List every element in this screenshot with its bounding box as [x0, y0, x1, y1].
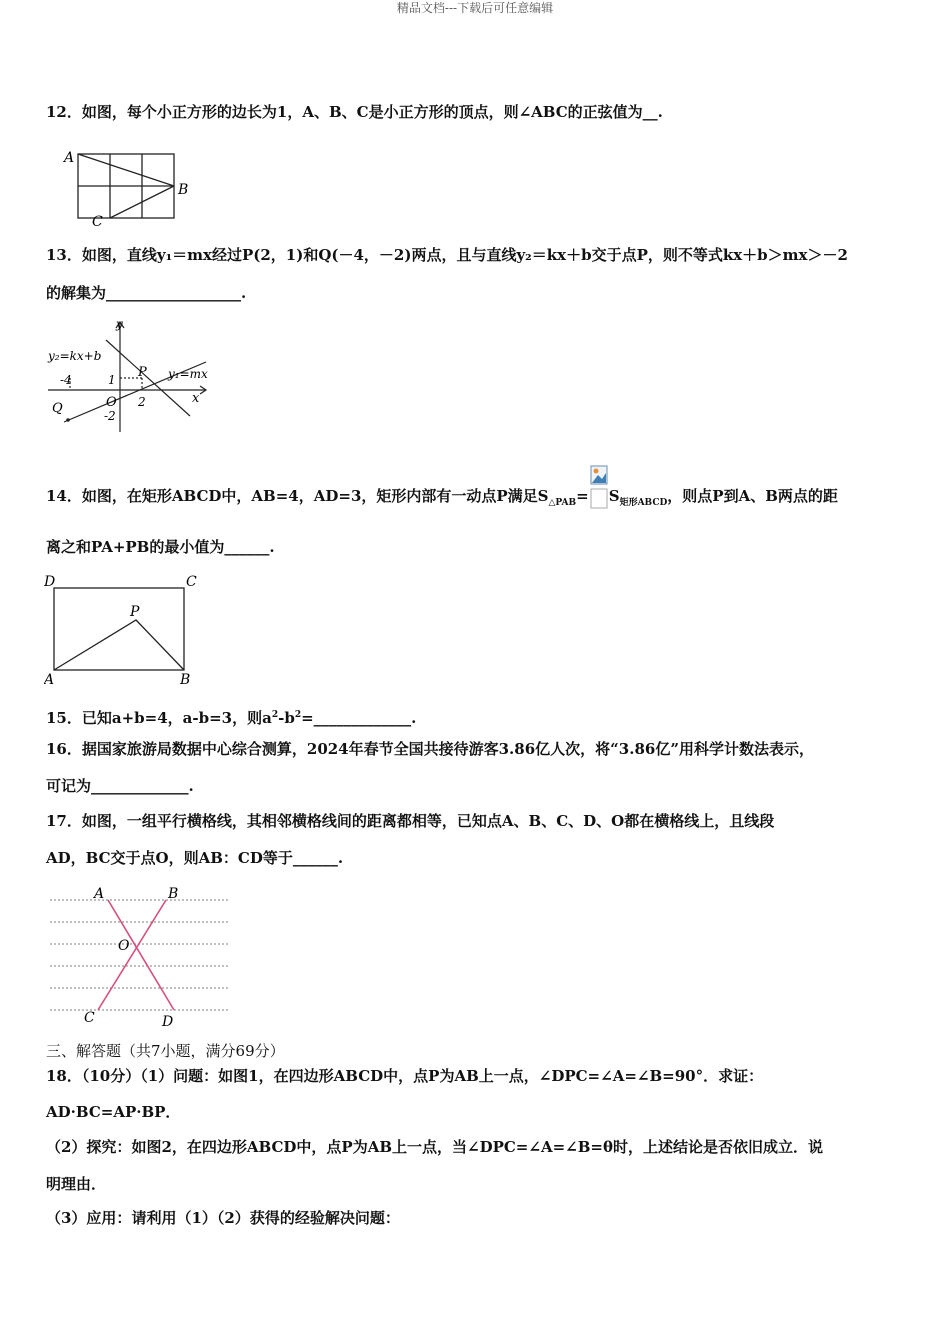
q13-label-y2: y₂=kx+b — [48, 349, 102, 363]
question-13-line1: 13．如图，直线y₁＝mx经过P(2，1)和Q(－4，－2)两点，且与直线y₂＝kx＋b交于点P，则不等式kx＋b＞mx＞－2 — [46, 246, 848, 264]
q17-label-c: C — [84, 1010, 95, 1026]
q13-label-neg4: -4 — [60, 373, 72, 387]
q14-label-a: A — [44, 672, 55, 688]
q12-label-c: C — [92, 214, 103, 230]
question-14-line2: 离之和PA+PB的最小值为______. — [46, 538, 275, 556]
q13-label-p: P — [138, 365, 147, 380]
q14-text-b: ，则点P到A、B两点的距 — [667, 487, 838, 505]
fraction-image-icon — [590, 465, 608, 509]
question-13-line2: 的解集为__________________. — [46, 284, 247, 302]
q17-label-d: D — [162, 1014, 174, 1030]
question-14-line1 — [46, 475, 838, 519]
q14-label-p: P — [130, 604, 140, 620]
q14-figure — [44, 572, 204, 688]
q14-eq: = — [576, 487, 589, 505]
q14-s-rect: S — [608, 487, 620, 505]
q13-graph — [46, 318, 226, 436]
q12-label-b: B — [178, 182, 189, 198]
q17-label-o: O — [118, 938, 130, 954]
q15-text-c: =_____________. — [301, 709, 417, 727]
question-18-line3: （2）探究：如图2，在四边形ABCD中，点P为AB上一点，当∠DPC=∠A=∠B=θ时，上述结论是否依旧成立．说 — [46, 1138, 823, 1156]
q13-label-y1: y₁=mx — [168, 367, 208, 381]
section-3-heading: 三、解答题（共7小题，满分69分） — [46, 1042, 285, 1060]
question-18-line2: AD·BC=AP·BP． — [46, 1103, 181, 1121]
q15-sup1: 2 — [271, 710, 279, 720]
q14-text-a: 14．如图，在矩形ABCD中，AB=4，AD=3，矩形内部有一动点P满足S — [46, 487, 549, 505]
question-15 — [46, 705, 416, 728]
q15-text-a: 15．已知a+b=4，a-b=3，则a — [46, 709, 272, 727]
q14-label-b: B — [180, 672, 191, 688]
question-18-line5: （3）应用：请利用（1）（2）获得的经验解决问题： — [46, 1209, 400, 1227]
q14-label-d: D — [44, 574, 56, 590]
question-17-line2: AD，BC交于点O，则AB：CD等于______. — [46, 849, 344, 867]
q12-figure — [62, 148, 202, 230]
q15-sup2: 2 — [294, 710, 302, 720]
q13-label-neg2: -2 — [104, 409, 116, 423]
q14-sub-rect: 矩形ABCD — [619, 498, 668, 508]
question-18-line1: 18．（10分）（1）问题：如图1，在四边形ABCD中，点P为AB上一点，∠DPC=∠A=∠B=90°．求证： — [46, 1067, 764, 1085]
q13-label-one: 1 — [108, 373, 116, 387]
question-16-line2: 可记为_____________. — [46, 777, 194, 795]
question-17-line1: 17．如图，一组平行横格线，其相邻横格线间的距离都相等，已知点A、B、C、D、O都在横格线上，且线段 — [46, 812, 775, 830]
q13-axis-y: y — [116, 318, 123, 331]
page-header: 精品文档---下载后可任意编辑 — [396, 1, 554, 15]
q13-label-two: 2 — [138, 395, 146, 409]
q17-label-a: A — [94, 886, 105, 902]
question-12: 12．如图，每个小正方形的边长为1，A、B、C是小正方形的顶点，则∠ABC的正弦值为__. — [46, 103, 663, 121]
q14-sub-pab: △PAB — [548, 498, 577, 508]
q13-axis-x: x — [192, 391, 200, 406]
q17-figure — [46, 882, 236, 1030]
q13-label-q: Q — [52, 401, 63, 416]
q14-label-c: C — [186, 574, 197, 590]
q12-label-a: A — [64, 150, 75, 166]
question-18-line4: 明理由． — [46, 1175, 107, 1193]
q17-label-b: B — [168, 886, 179, 902]
question-16-line1: 16．据国家旅游局数据中心综合测算，2024年春节全国共接待游客3.86亿人次，将“3.86亿”用科学计数法表示， — [46, 740, 814, 758]
q13-label-o: O — [106, 395, 117, 410]
q15-text-b: -b — [278, 709, 295, 727]
